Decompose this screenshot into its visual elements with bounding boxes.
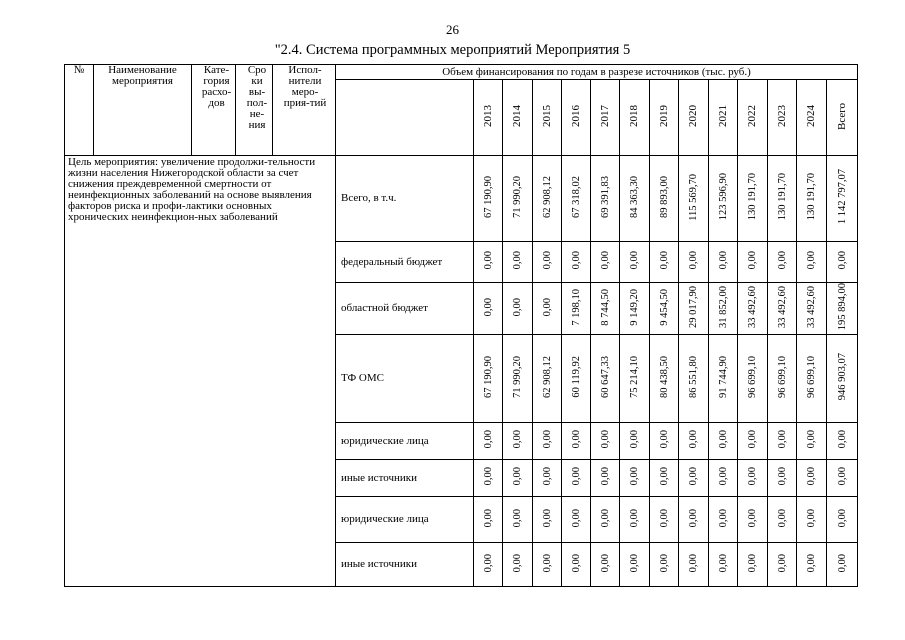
value-cell [650,460,679,497]
header-year-2019 [650,80,679,156]
value-cell [768,283,797,335]
value-text: 0,00 [776,251,788,270]
value-text: 0,00 [658,430,670,449]
value-cell [709,283,738,335]
value-cell [533,497,562,543]
value-text: 0,00 [836,553,848,573]
value-cell [620,497,650,543]
value-text: 80 438,50 [658,356,670,398]
funding-source-label: юридические лица [336,423,474,460]
header-name: Наименование мероприятия [94,65,192,156]
value-cell [533,242,562,283]
value-cell [620,423,650,460]
value-cell [768,543,797,587]
value-text: 0,00 [688,508,699,528]
value-text: 0,00 [482,251,494,270]
value-cell [650,242,679,283]
value-text: 0,00 [599,251,611,270]
value-text: 0,00 [688,553,699,573]
header-year-2021 [709,80,738,156]
header-source-blank [336,80,474,156]
header-year-2013 [474,80,503,156]
value-text: 0,00 [806,553,817,573]
funding-source-label: иные источники [336,543,474,587]
value-text: 0,00 [776,508,788,528]
header-year-2016 [562,80,591,156]
funding-source-label: юридические лица [336,497,474,543]
value-cell [827,543,858,587]
value-text: 0,00 [570,251,582,270]
value-text: 0,00 [599,553,611,573]
value-text: 0,00 [570,467,582,486]
value-cell [650,543,679,587]
value-cell [562,423,591,460]
value-cell [709,335,738,423]
value-text: 0,00 [747,467,758,486]
year-label: 2016 [569,105,582,127]
value-cell [620,242,650,283]
value-cell [827,497,858,543]
value-text: 86 551,80 [688,356,699,398]
value-cell [562,283,591,335]
value-cell [709,242,738,283]
value-text: 0,00 [747,508,758,528]
value-cell [679,242,709,283]
value-text: 0,00 [629,553,640,573]
value-text: 0,00 [717,251,729,270]
value-cell [533,283,562,335]
value-cell [738,423,768,460]
value-cell [709,460,738,497]
value-text: 0,00 [512,251,523,270]
value-text: 0,00 [570,508,582,528]
value-text: 0,00 [541,251,553,270]
value-cell [768,497,797,543]
value-text: 0,00 [541,508,553,528]
value-cell [650,283,679,335]
value-cell [738,335,768,423]
value-text: 0,00 [836,467,848,486]
value-text: 130 191,70 [747,173,758,221]
header-financing: Объем финансирования по годам в разрезе источников (тыс. руб.) [336,65,858,80]
value-text: 0,00 [512,553,523,573]
value-cell [827,460,858,497]
value-text: 0,00 [570,553,582,573]
value-cell [562,242,591,283]
value-text: 0,00 [512,508,523,528]
value-text: 67 190,90 [482,356,494,398]
value-cell [797,242,827,283]
value-cell [738,283,768,335]
value-cell [474,423,503,460]
goal-description: Цель мероприятия: увеличение продолжи-тельности жизни населения Нижегородской области за счет снижения преждевременной смертности от неинфекционных заболеваний на основе выявления факторов риска и профи-лактики основных хронических неинфекцион-ных заболеваний [65,156,336,587]
value-text: 0,00 [629,430,640,449]
value-text: 0,00 [599,430,611,449]
value-text: 0,00 [688,430,699,449]
value-cell [591,156,620,242]
value-text: 115 569,70 [688,173,699,221]
value-text: 0,00 [658,553,670,573]
value-cell [797,460,827,497]
value-cell [591,335,620,423]
value-cell [709,423,738,460]
value-text: 7 198,10 [570,288,582,326]
value-cell [503,543,533,587]
year-label: 2024 [805,105,817,127]
value-cell [768,335,797,423]
value-cell [738,156,768,242]
header-category: Кате-гория расхо-дов [192,65,236,156]
year-label: 2019 [657,105,670,127]
value-cell [679,283,709,335]
funding-source-label: областной бюджет [336,283,474,335]
value-cell [503,497,533,543]
value-cell [503,460,533,497]
value-text: 29 017,90 [688,286,699,328]
value-text: 0,00 [717,553,729,573]
value-text: 62 908,12 [541,356,553,398]
value-cell [797,156,827,242]
value-text: 0,00 [717,467,729,486]
value-cell [768,460,797,497]
value-text: 0,00 [776,553,788,573]
value-text: 0,00 [836,430,848,449]
value-text: 89 893,00 [658,176,670,218]
value-text: 0,00 [658,467,670,486]
value-text: 9 454,50 [658,288,670,326]
value-text: 0,00 [629,467,640,486]
header-year-2024 [797,80,827,156]
value-cell [738,497,768,543]
value-cell [650,335,679,423]
value-text: 33 492,60 [806,286,817,328]
table-row [65,156,858,242]
value-text: 0,00 [629,508,640,528]
value-cell [679,460,709,497]
value-text: 130 191,70 [776,173,788,221]
value-text: 0,00 [482,430,494,449]
value-cell [797,283,827,335]
value-cell [620,460,650,497]
value-text: 0,00 [482,553,494,573]
value-cell [591,242,620,283]
value-cell [738,543,768,587]
year-label: 2018 [628,105,640,127]
year-label: 2014 [511,105,523,127]
value-cell [474,335,503,423]
value-cell [797,497,827,543]
value-text: 91 744,90 [717,356,729,398]
year-label: 2021 [716,105,729,127]
value-cell [709,497,738,543]
value-cell [827,283,858,335]
year-label: 2020 [687,105,699,127]
value-cell [620,156,650,242]
year-label: 2015 [540,105,553,127]
value-text: 0,00 [599,467,611,486]
year-label: 2013 [481,105,494,127]
value-text: 67 190,90 [482,176,494,218]
value-cell [679,335,709,423]
value-cell [679,497,709,543]
funding-source-label: ТФ ОМС [336,335,474,423]
value-cell [533,460,562,497]
value-cell [620,335,650,423]
value-text: 0,00 [806,508,817,528]
value-cell [474,242,503,283]
value-cell [650,156,679,242]
value-text: 96 699,10 [747,356,758,398]
value-text: 33 492,60 [776,286,788,328]
value-cell [591,283,620,335]
value-cell [650,423,679,460]
header-year-2020 [679,80,709,156]
value-text: 0,00 [747,430,758,449]
value-text: 71 990,20 [512,356,523,398]
value-text: 0,00 [717,508,729,528]
value-text: 0,00 [747,553,758,573]
value-text: 0,00 [688,251,699,270]
value-text: 0,00 [570,430,582,449]
value-cell [562,497,591,543]
value-text: 0,00 [836,251,848,270]
value-cell [533,423,562,460]
value-cell [503,283,533,335]
value-cell [650,497,679,543]
value-text: 62 908,12 [541,176,553,218]
funding-source-label: Всего, в т.ч. [336,156,474,242]
value-text: 0,00 [747,251,758,270]
value-text: 31 852,00 [717,286,729,328]
value-cell [679,156,709,242]
header-num: № [65,65,94,156]
header-year-total [827,80,858,156]
value-text: 0,00 [717,430,729,449]
value-text: 0,00 [541,467,553,486]
value-cell [474,156,503,242]
value-text: 0,00 [599,508,611,528]
header-year-2018 [620,80,650,156]
value-text: 0,00 [776,430,788,449]
value-cell [738,242,768,283]
value-cell [503,242,533,283]
value-text: 60 647,33 [599,356,611,398]
header-terms: Сро ки вы-пол-не-ния [236,65,273,156]
page-number: 26 [446,22,459,37]
value-cell [562,460,591,497]
year-label: 2023 [775,105,788,127]
value-text: 0,00 [806,467,817,486]
value-cell [533,335,562,423]
value-text: 84 363,30 [629,176,640,218]
value-text: 8 744,50 [599,288,611,326]
value-cell [679,543,709,587]
value-cell [709,543,738,587]
header-executors: Испол-нители меро-прия-тий [273,65,336,156]
header-year-2015 [533,80,562,156]
value-text: 0,00 [541,430,553,449]
value-cell [474,497,503,543]
value-cell [797,335,827,423]
value-text: 0,00 [658,251,670,270]
value-text: 123 596,90 [717,173,729,221]
value-text: 0,00 [836,508,848,528]
value-cell [533,543,562,587]
funding-source-label: федеральный бюджет [336,242,474,283]
value-text: 60 119,92 [570,356,582,398]
value-text: 0,00 [512,297,523,317]
value-text: 75 214,10 [629,356,640,398]
value-cell [827,242,858,283]
value-text: 96 699,10 [776,356,788,398]
header-year-2022 [738,80,768,156]
value-text: 67 318,02 [570,176,582,218]
value-text: 0,00 [806,430,817,449]
value-cell [768,156,797,242]
value-text: 0,00 [482,467,494,486]
value-text: 1 142 797,07 [836,169,848,225]
value-text: 9 149,20 [629,288,640,326]
value-text: 71 990,20 [512,176,523,218]
year-label: 2017 [598,105,611,127]
value-cell [503,156,533,242]
value-text: 195 894,00 [836,283,848,331]
value-cell [474,283,503,335]
value-text: 0,00 [512,467,523,486]
value-cell [474,460,503,497]
value-cell [827,156,858,242]
value-cell [503,335,533,423]
value-cell [768,423,797,460]
value-cell [533,156,562,242]
value-cell [591,497,620,543]
value-cell [591,543,620,587]
financing-table [64,64,858,587]
value-text: 0,00 [482,508,494,528]
value-text: 0,00 [806,251,817,270]
value-text: 946 903,07 [836,353,848,401]
year-label: 2022 [746,105,758,127]
value-text: 0,00 [541,297,553,317]
value-text: 0,00 [512,430,523,449]
value-cell [562,156,591,242]
value-text: 0,00 [629,251,640,270]
value-cell [827,335,858,423]
value-text: 130 191,70 [806,173,817,221]
value-cell [620,543,650,587]
value-text: 0,00 [776,467,788,486]
value-cell [797,543,827,587]
value-cell [738,460,768,497]
value-cell [562,543,591,587]
value-cell [591,423,620,460]
value-text: 0,00 [482,297,494,317]
value-text: 0,00 [658,508,670,528]
value-cell [768,242,797,283]
value-cell [679,423,709,460]
funding-source-label: иные источники [336,460,474,497]
value-cell [503,423,533,460]
value-text: 0,00 [541,553,553,573]
year-label: Всего [835,102,848,130]
value-cell [709,156,738,242]
header-year-2014 [503,80,533,156]
value-cell [827,423,858,460]
header-year-2017 [591,80,620,156]
value-cell [620,283,650,335]
value-text: 69 391,83 [599,176,611,218]
value-cell [591,460,620,497]
header-year-2023 [768,80,797,156]
document-title: "2.4. Система программных мероприятий Мероприятия 5 [274,42,631,58]
value-text: 96 699,10 [806,356,817,398]
value-cell [474,543,503,587]
value-cell [562,335,591,423]
value-text: 0,00 [688,467,699,486]
value-text: 33 492,60 [747,286,758,328]
value-cell [797,423,827,460]
